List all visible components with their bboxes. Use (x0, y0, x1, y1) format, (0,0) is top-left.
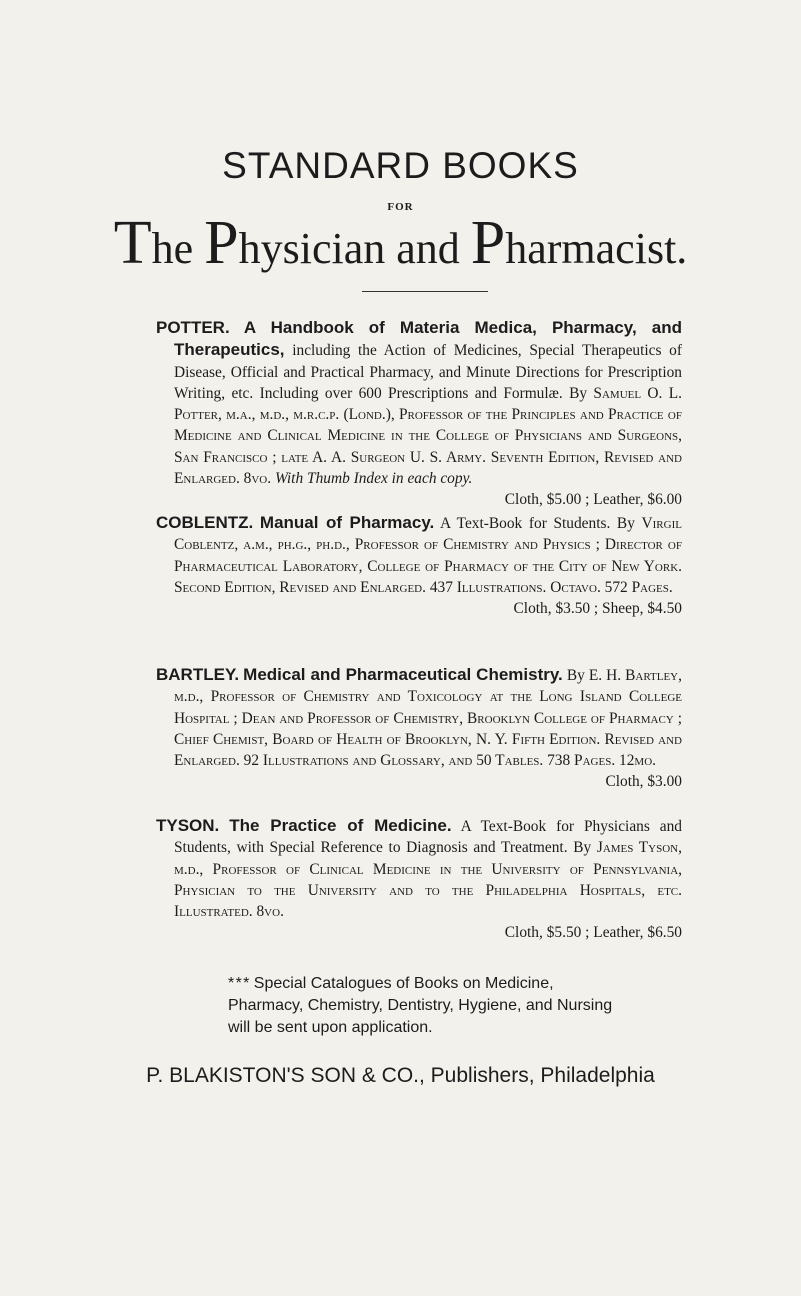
entry-credentials: a.m., ph.g., ph.d., Professor of Chemistry and Physics ; Director of Pharmaceutical Laboratory, College of Pharmacy of the City of New York. Second Edition, Revised and Enlarged. 437 Illustrations. Octavo. 572 Pages. (174, 536, 682, 596)
entry-description: A Text-Book for Students. By (440, 515, 635, 532)
publisher-footer: P. BLAKISTON'S SON & CO., Publishers, Philadelphia (146, 1064, 655, 1087)
entry-price: Cloth, $5.00 ; Leather, $6.00 (504, 491, 682, 509)
entry-author-head: TYSON. (156, 816, 220, 835)
entry-description: including the Action of Medicines, Special Therapeutics of Disease, Official and Practical Pharmacy, and Minute Directions for Prescription Writing, etc. Including over 600 Prescriptions and Formulæ. By (174, 342, 682, 402)
entry-italic-note: With Thumb Index in each copy. (274, 470, 473, 488)
entry-author-name: James Tyson, (596, 839, 682, 857)
divider-rule (362, 291, 488, 292)
book-entry-potter (156, 317, 682, 511)
subtitle-and: and (396, 224, 460, 273)
entry-book-title: Medical and Pharmaceutical Chemistry. (243, 665, 563, 684)
subtitle-the-rest: he (151, 224, 194, 273)
entry-price: Cloth, $5.50 ; Leather, $6.50 (504, 924, 682, 942)
book-entry-coblentz (156, 512, 682, 619)
entry-author-name: Virgil Coblentz, (174, 515, 682, 554)
subtitle-physician-cap: P (204, 209, 239, 277)
page-subtitle (0, 209, 801, 277)
for-label: FOR (387, 201, 414, 213)
catalogue-notice: * * * Special Catalogues of Books on Medicine, Pharmacy, Chemistry, Dentistry, Hygiene, and Nursing will be sent upon application. (228, 975, 613, 1036)
entry-book-title: A Handbook of Materia Medica, Pharmacy, and Therapeutics, (174, 318, 682, 360)
entry-description: By E. H. (566, 667, 622, 684)
entry-book-title: The Practice of Medicine. (229, 816, 452, 835)
entry-description: A Text-Book for Physicians and Students, with Special Reference to Diagnosis and Treatment. By (174, 818, 682, 857)
subtitle-pharmacist-rest: harmacist. (505, 224, 688, 273)
entry-author-name: Bartley, (625, 667, 682, 684)
entry-author-head: POTTER. (156, 318, 230, 337)
page-title: STANDARD BOOKS (222, 145, 579, 186)
subtitle-the-cap: T (113, 209, 152, 277)
entry-author-head: BARTLEY. (156, 665, 240, 684)
entry-credentials: m.d., Professor of Clinical Medicine in the University of Pennsylvania, Physician to the University and to the Philadelphia Hospitals, etc. Illustrated. 8vo. (174, 860, 682, 921)
entry-price: Cloth, $3.50 ; Sheep, $4.50 (513, 600, 682, 618)
entry-price: Cloth, $3.00 (605, 773, 682, 791)
entry-book-title: Manual of Pharmacy. (259, 513, 435, 532)
book-entry-tyson (156, 815, 682, 944)
subtitle-physician-rest: hysician (238, 224, 386, 273)
subtitle-pharmacist-cap: P (470, 209, 506, 277)
entry-credentials: m.d., Professor of Chemistry and Toxicology at the Long Island College Hospital ; Dean and Professor of Chemistry, Brooklyn College of Pharmacy ; Chief Chemist, Board of Health of Brooklyn, N. Y. Fifth Edition. Revised and Enlarged. 92 Illustrations and Glossary, and 50 Tables. 738 Pages. 12mo. (174, 688, 682, 770)
entry-author-head: COBLENTZ. (156, 513, 254, 532)
entry-author-name: Samuel O. L. Potter, (174, 384, 682, 424)
book-entry-bartley (156, 664, 682, 793)
entry-credentials: m.a., m.d., m.r.c.p. (Lond.), Professor of the Principles and Practice of Medicine and Clinical Medicine in the College of Physicians and Surgeons, San Francisco ; late A. A. Surgeon U. S. Army. Seventh Edition, Revised and Enlarged. 8vo. (174, 406, 682, 488)
